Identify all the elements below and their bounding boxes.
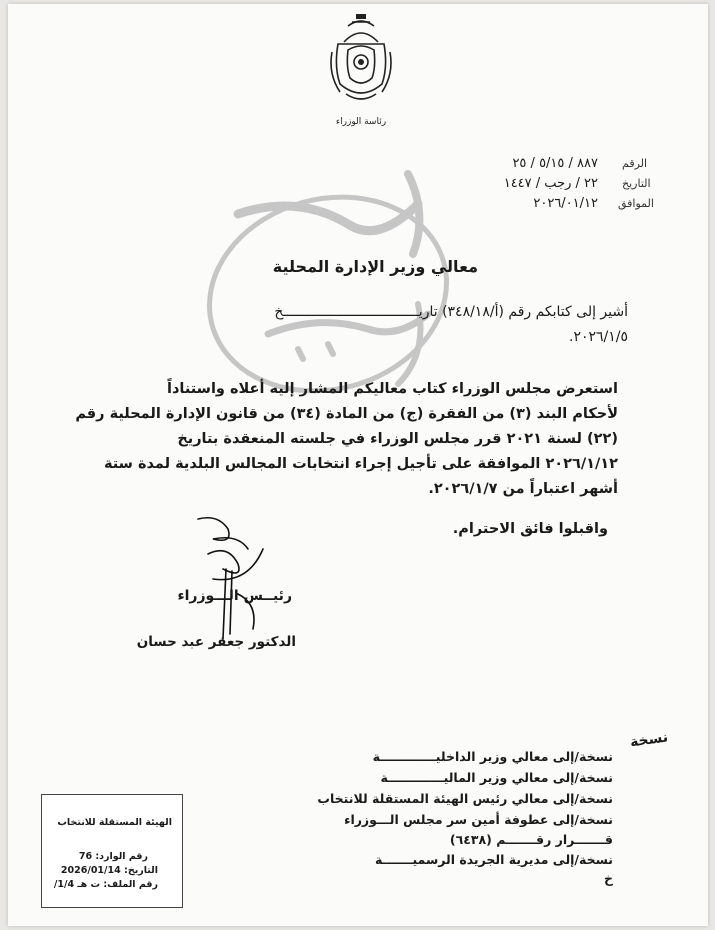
copy-line: نسخة/إلى عطوفة أمين سر مجلس الـــوزراء [344, 812, 613, 827]
copy-line: نسخة/إلى معالي رئيس الهيئة المستقلة للانتخاب [317, 791, 613, 806]
stamp-incoming-no: رقم الوارد: 76 [78, 851, 148, 862]
emblem-caption: رئاسة الوزراء [335, 117, 387, 127]
body-line: (٢٢) لسنة ٢٠٢١ قرر مجلس الوزراء في جلسته المنعقدة بتاريخ [177, 431, 618, 447]
letter-page [8, 4, 708, 926]
copy-line: نسخة/إلى معالي وزير الماليـــــــــــــة [380, 770, 613, 785]
stamp-file-no: رقم الملف: ت هـ 1/4/ [53, 879, 158, 890]
stamp-date: التاريخ: 2026/01/14 [60, 865, 158, 876]
closing-line: واقبلوا فائق الاحترام. [452, 521, 608, 537]
copy-line: نسخة/إلى مديرية الجريدة الرسميـــــــة [374, 852, 613, 867]
handwritten-watermark [178, 154, 478, 414]
ref-value: ٨٨٧ / ٥/١٥ / ٢٥ [512, 156, 598, 171]
signer-title: رئيــس الـــوزراء [177, 588, 292, 604]
handwritten-signature [168, 509, 288, 649]
incoming-stamp [41, 794, 183, 908]
hijri-date-value: ٢٢ / رجب / ١٤٤٧ [503, 176, 598, 191]
copy-line: نسخة/إلى معالي وزير الداخليـــــــــــــة [372, 749, 613, 764]
coat-of-arms-emblem [326, 12, 396, 130]
body-line: استعرض مجلس الوزراء كتاب معاليكم المشار إليه أعلاه واستناداً [166, 381, 618, 397]
stamp-org: الهيئة المستقلة للانتخاب [57, 817, 172, 828]
addressee-line: معالي وزير الإدارة المحلية [272, 257, 478, 276]
agreed-label: الموافق [618, 197, 654, 210]
signer-name: الدكتور جعفر عبد حسان [136, 634, 296, 650]
body-line: أشهر اعتباراً من ٢٠٢٦/١/٧. [428, 481, 618, 497]
copy-line: خ [603, 871, 613, 886]
reference-paragraph-line-1: أشير إلى كتابكم رقم (أ/٣٤٨/١٨) تاريـــــــــــــــــــــــــــــــــخ [274, 304, 628, 320]
gregorian-date-value: ٢٠٢٦/٠١/١٢ [533, 196, 598, 211]
copies-heading: نسخة [629, 729, 670, 751]
body-line: ٢٠٢٦/١/١٢ الموافقة على تأجيل إجراء انتخابات المجالس البلدية لمدة ستة [103, 456, 618, 472]
ref-label: الرقم [622, 157, 648, 170]
copy-line: قـــــــرار رقـــــــم (٦٤٣٨) [449, 832, 613, 847]
body-line: لأحكام البند (٣) من الفقرة (ج) من المادة (٣٤) من قانون الإدارة المحلية رقم [75, 406, 618, 422]
reference-paragraph-line-2: ٢٠٢٦/١/٥. [568, 329, 628, 345]
date-label: التاريخ [622, 177, 651, 190]
